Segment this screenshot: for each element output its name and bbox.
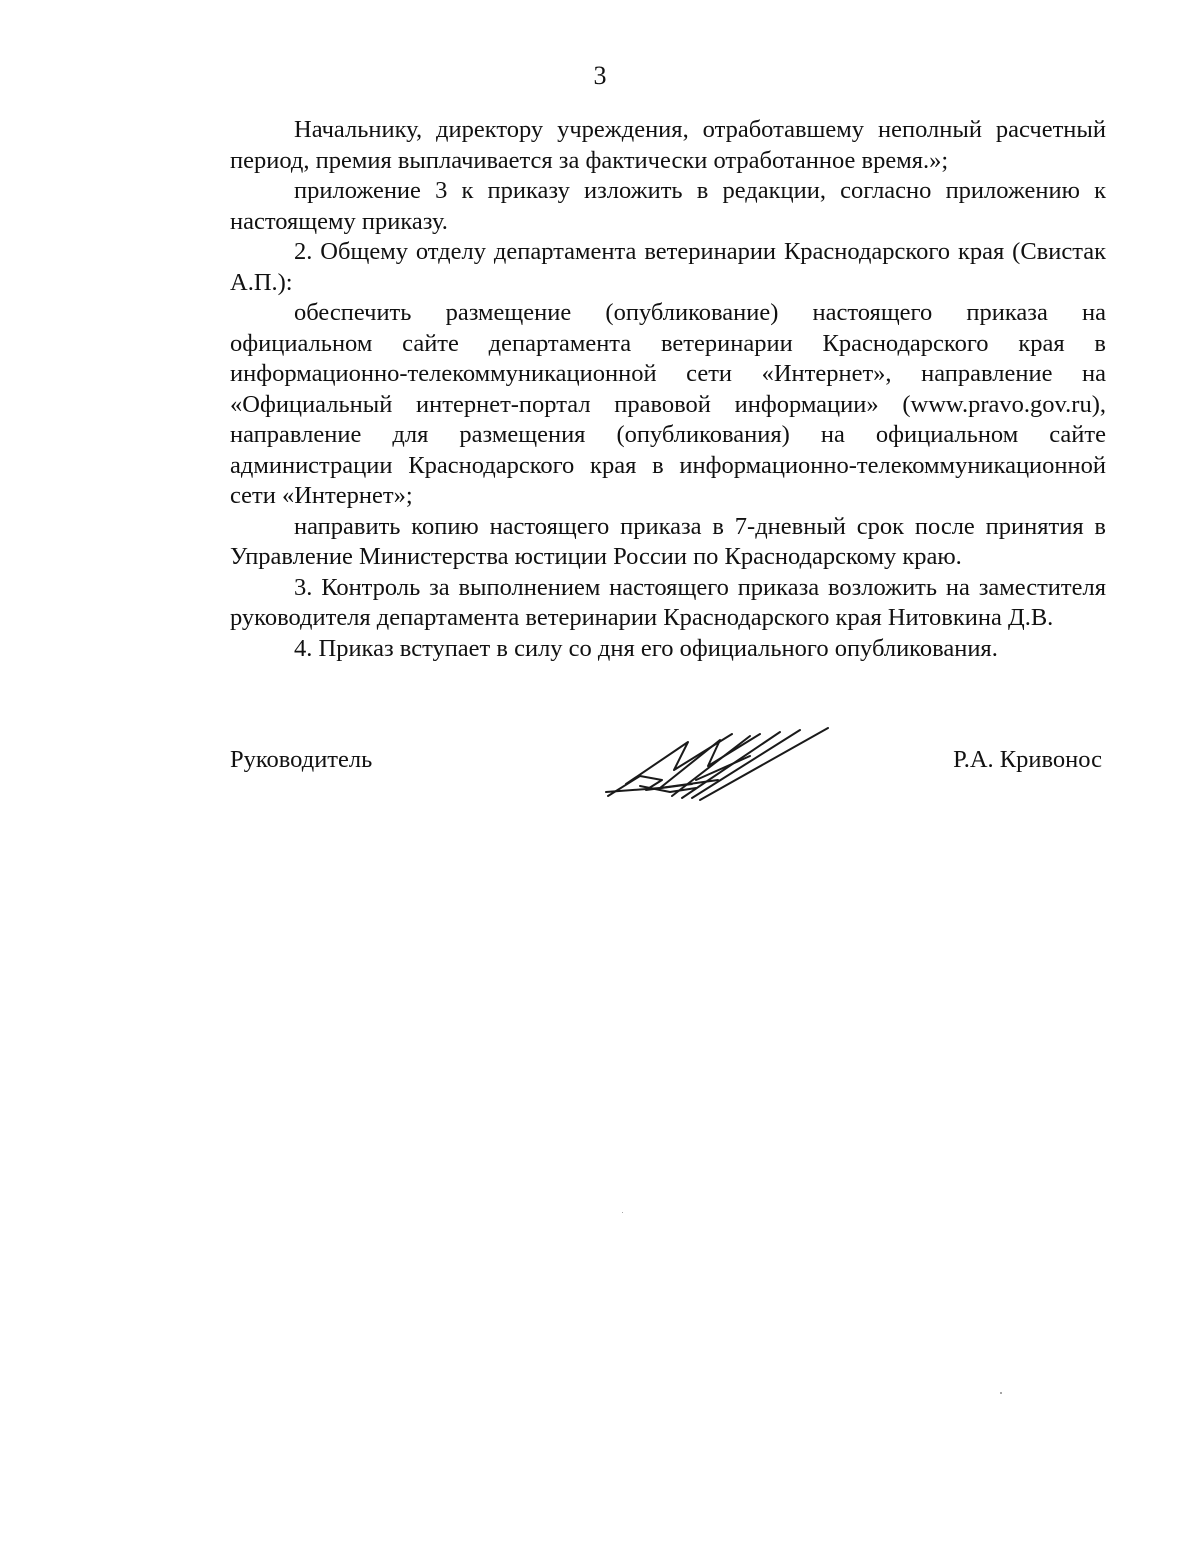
paragraph-4: обеспечить размещение (опубликование) настоящего приказа на официальном сайте департамента ветеринарии Краснодарского края в информационно-телекоммуникационной сети «Интернет», направление на «Официальный интернет-портал правовой информации» (www.pravo.gov.ru), направление для размещения (опубликования) на официальном сайте администрации Краснодарского края в информационно-телекоммуникационной сети «Интернет»; [230, 299, 1106, 509]
paragraph-7: 4. Приказ вступает в силу со дня его официального опубликования. [294, 634, 998, 662]
signature-block [230, 720, 1106, 810]
paragraph-6: 3. Контроль за выполнением настоящего приказа возложить на заместителя руководителя департамента ветеринарии Краснодарского края Нитовкина Д.В. [230, 573, 1106, 631]
paragraph-2: приложение 3 к приказу изложить в редакции, согласно приложению к настоящему приказу. [230, 177, 1106, 235]
handwritten-signature [600, 726, 840, 806]
paragraph-5: направить копию настоящего приказа в 7-дневный срок после принятия в Управление Министерства юстиции России по Краснодарскому краю. [230, 512, 1106, 570]
signatory-position: Руководитель [230, 746, 373, 773]
document-body [230, 115, 1106, 664]
paragraph-1: Начальнику, директору учреждения, отработавшему неполный расчетный период, премия выплачивается за фактически отработанное время.»; [230, 116, 1106, 174]
signatory-name: Р.А. Кривонос [953, 746, 1102, 773]
page-number: 3 [593, 61, 607, 90]
scan-speck [622, 1212, 623, 1213]
paragraph-3: 2. Общему отделу департамента ветеринарии Краснодарского края (Свистак А.П.): [230, 238, 1106, 296]
scan-speck [1000, 1392, 1002, 1394]
